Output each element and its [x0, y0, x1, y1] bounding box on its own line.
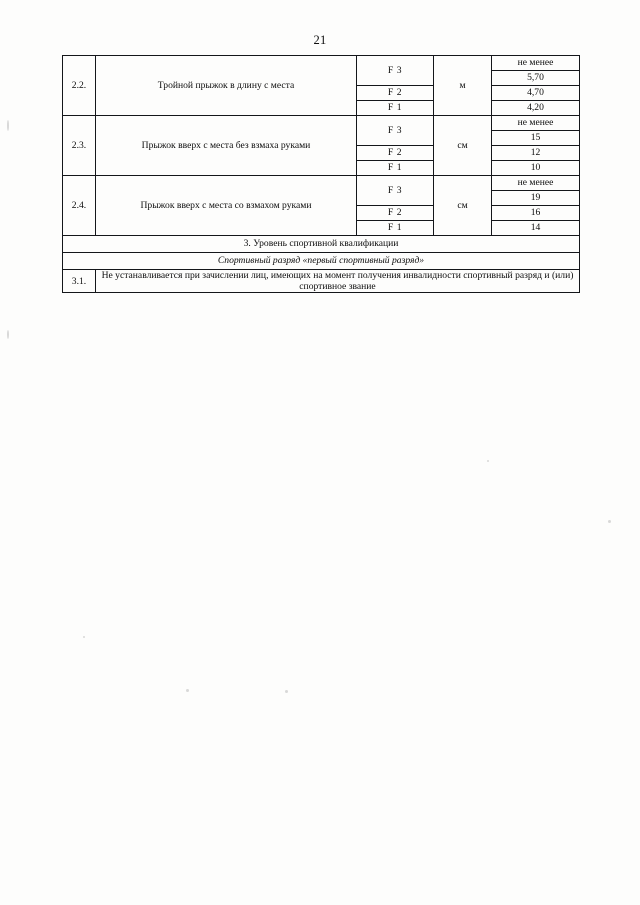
exercise-name: Прыжок вверх с места без взмаха руками: [96, 116, 357, 176]
table-row: [63, 116, 580, 131]
scan-artifact: [608, 520, 611, 523]
class-label: F 2: [357, 146, 434, 161]
page-number: 21: [313, 33, 327, 47]
threshold-label: не менее: [492, 56, 580, 71]
threshold-value: 4,20: [492, 101, 580, 116]
class-label: F 2: [357, 206, 434, 221]
threshold-label: не менее: [492, 116, 580, 131]
unit-label: см: [434, 176, 492, 236]
exercise-name: Прыжок вверх с места со взмахом руками: [96, 176, 357, 236]
class-label: F 1: [357, 221, 434, 236]
threshold-value: 4,70: [492, 86, 580, 101]
threshold-label: не менее: [492, 176, 580, 191]
scan-artifact: [186, 689, 189, 692]
class-label: F 2: [357, 86, 434, 101]
scan-artifact: [285, 690, 288, 693]
class-label: F 1: [357, 161, 434, 176]
class-label: F 3: [357, 116, 434, 146]
row-number: 3.1.: [63, 270, 96, 293]
class-label: F 3: [357, 56, 434, 86]
unit-label: м: [434, 56, 492, 116]
threshold-value: 16: [492, 206, 580, 221]
scan-artifact: [487, 460, 489, 462]
standards-table: [62, 55, 580, 293]
threshold-value: 19: [492, 191, 580, 206]
class-label: F 3: [357, 176, 434, 206]
class-label: F 1: [357, 101, 434, 116]
threshold-value: 15: [492, 131, 580, 146]
table-row: [63, 253, 580, 270]
scan-artifact: [83, 636, 85, 638]
threshold-value: 5,70: [492, 71, 580, 86]
table-row: [63, 176, 580, 191]
row-number: 2.3.: [63, 116, 96, 176]
exercise-name: Тройной прыжок в длину с места: [96, 56, 357, 116]
table-row: [63, 236, 580, 253]
table-row: [63, 56, 580, 71]
row-number: 2.4.: [63, 176, 96, 236]
section-title: 3. Уровень спортивной квалификации: [63, 236, 580, 253]
scan-artifact: [7, 330, 9, 339]
section-subtitle: Спортивный разряд «первый спортивный разряд»: [63, 253, 580, 270]
row-number: 2.2.: [63, 56, 96, 116]
unit-label: см: [434, 116, 492, 176]
threshold-value: 10: [492, 161, 580, 176]
threshold-value: 14: [492, 221, 580, 236]
threshold-value: 12: [492, 146, 580, 161]
section-note: Не устанавливается при зачислении лиц, имеющих на момент получения инвалидности спортивный разряд и (или) спортивное звание: [96, 270, 580, 293]
scan-artifact: [7, 120, 9, 131]
table-row: [63, 270, 580, 293]
